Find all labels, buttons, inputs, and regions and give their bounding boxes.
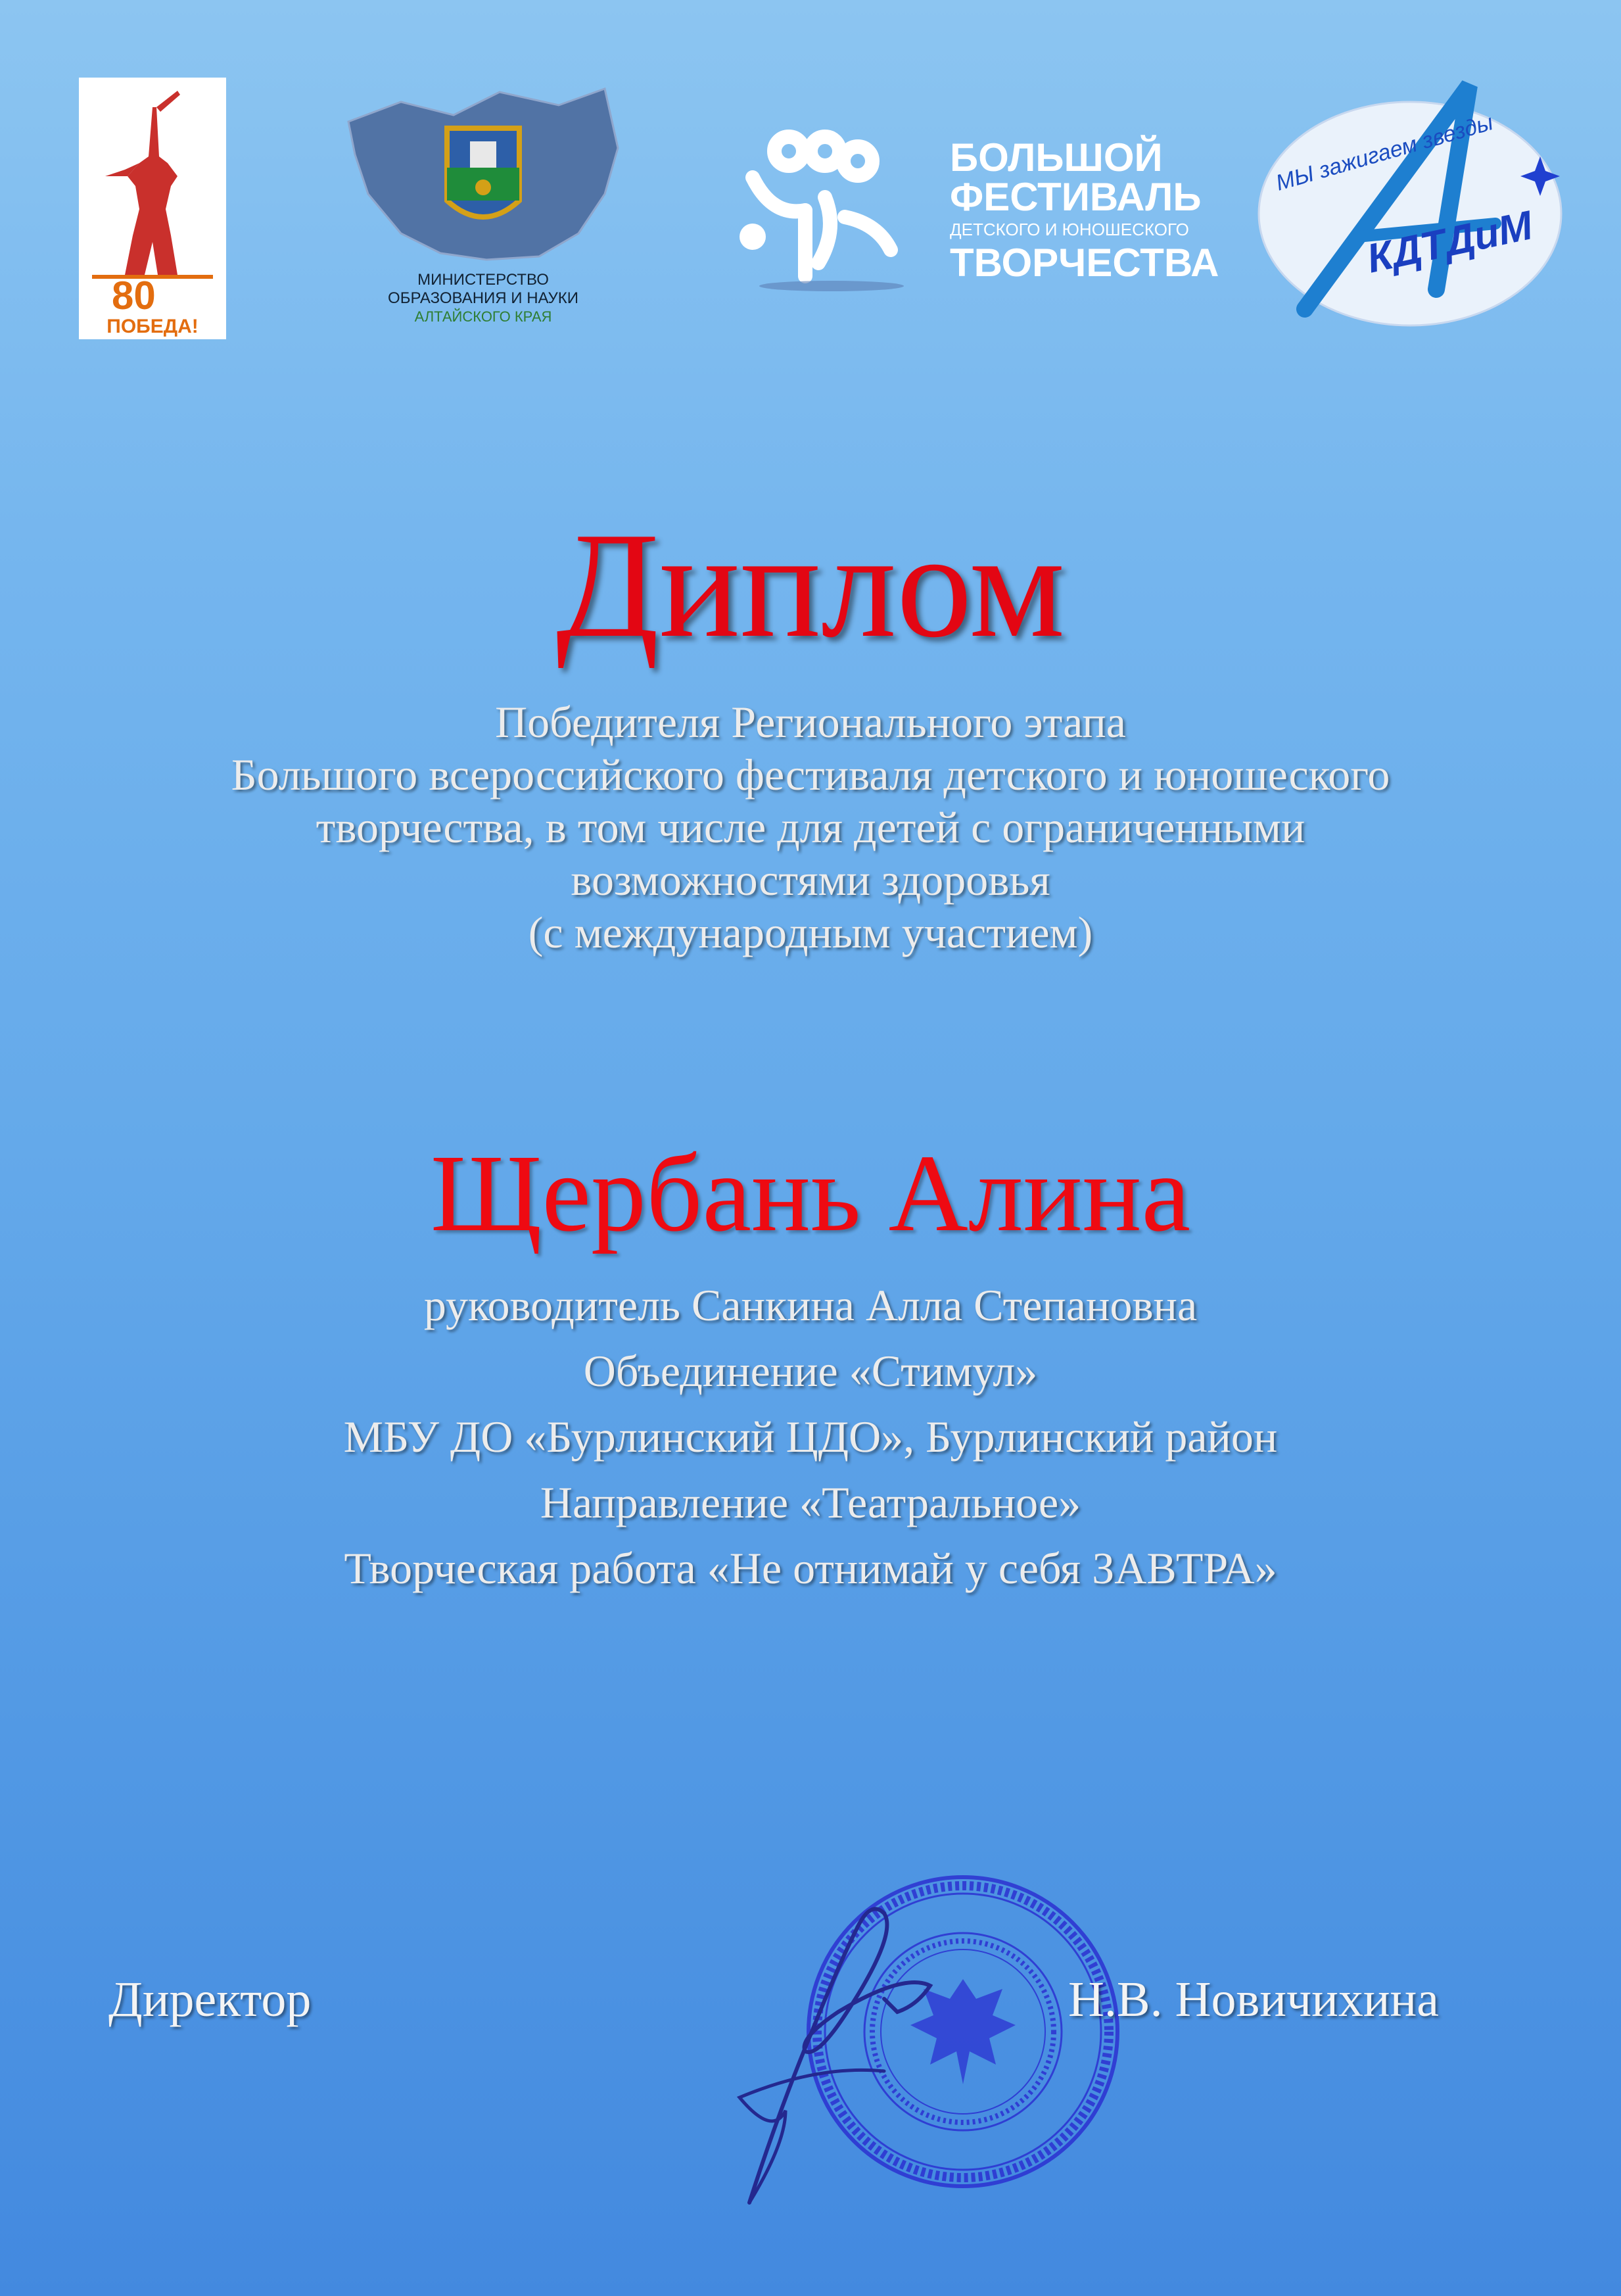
ministry-logo (342, 76, 624, 332)
winner-name: Щербань Алина (430, 1132, 1191, 1255)
diploma-title: Диплом (555, 501, 1065, 669)
festival-logo-graphic (733, 125, 1219, 296)
actdim-slogan: МЫ зажигаем звезды (1273, 109, 1496, 196)
detail-line: МБУ ДО «Бурлинский ЦДО», Бурлинский район (343, 1412, 1278, 1462)
victory-80-logo (79, 78, 226, 339)
festival-line3: ДЕТСКОГО И ЮНОШЕСКОГО (950, 220, 1189, 239)
signature-name: Н.В. Новичихина (1068, 1972, 1439, 2027)
diploma-details (66, 1272, 1555, 1601)
diploma-subtitle (66, 696, 1555, 959)
ministry-line1: МИНИСТЕРСТВО (417, 271, 549, 289)
festival-line4: ТВОРЧЕСТВА (950, 241, 1219, 285)
actdim-name: КДТДиМ (1363, 203, 1537, 282)
signature-role: Директор (108, 1972, 312, 2027)
official-stamp-and-signature (687, 1834, 1160, 2242)
victory-number: 80 (112, 274, 156, 318)
ministry-line3: АЛТАЙСКОГО КРАЯ (414, 308, 552, 325)
detail-line: Объединение «Стимул» (583, 1346, 1038, 1396)
festival-logo (733, 125, 1219, 296)
actdim-logo-graphic (1259, 72, 1568, 342)
detail-line: Творческая работа «Не отнимай у себя ЗАВТРА» (344, 1543, 1277, 1593)
detail-line: Направление «Театральное» (540, 1477, 1081, 1527)
ministry-logo-graphic (342, 76, 624, 332)
festival-line2: ФЕСТИВАЛЬ (950, 175, 1202, 219)
actdim-logo (1259, 72, 1568, 342)
ministry-line2: ОБРАЗОВАНИЯ И НАУКИ (388, 289, 578, 307)
subtitle-line: Победителя Регионального этапа (495, 697, 1126, 747)
subtitle-line: творчества, в том числе для детей с ограниченными (316, 802, 1305, 852)
victory-logo-graphic (79, 78, 226, 339)
subtitle-line: возможностями здоровья (571, 855, 1050, 905)
subtitle-line: Большого всероссийского фестиваля детского и юношеского (231, 750, 1390, 800)
subtitle-line: (с международным участием) (528, 907, 1093, 957)
detail-line: руководитель Санкина Алла Степановна (423, 1280, 1198, 1330)
victory-text: ПОБЕДА! (106, 316, 199, 337)
festival-line1: БОЛЬШОЙ (950, 135, 1163, 179)
